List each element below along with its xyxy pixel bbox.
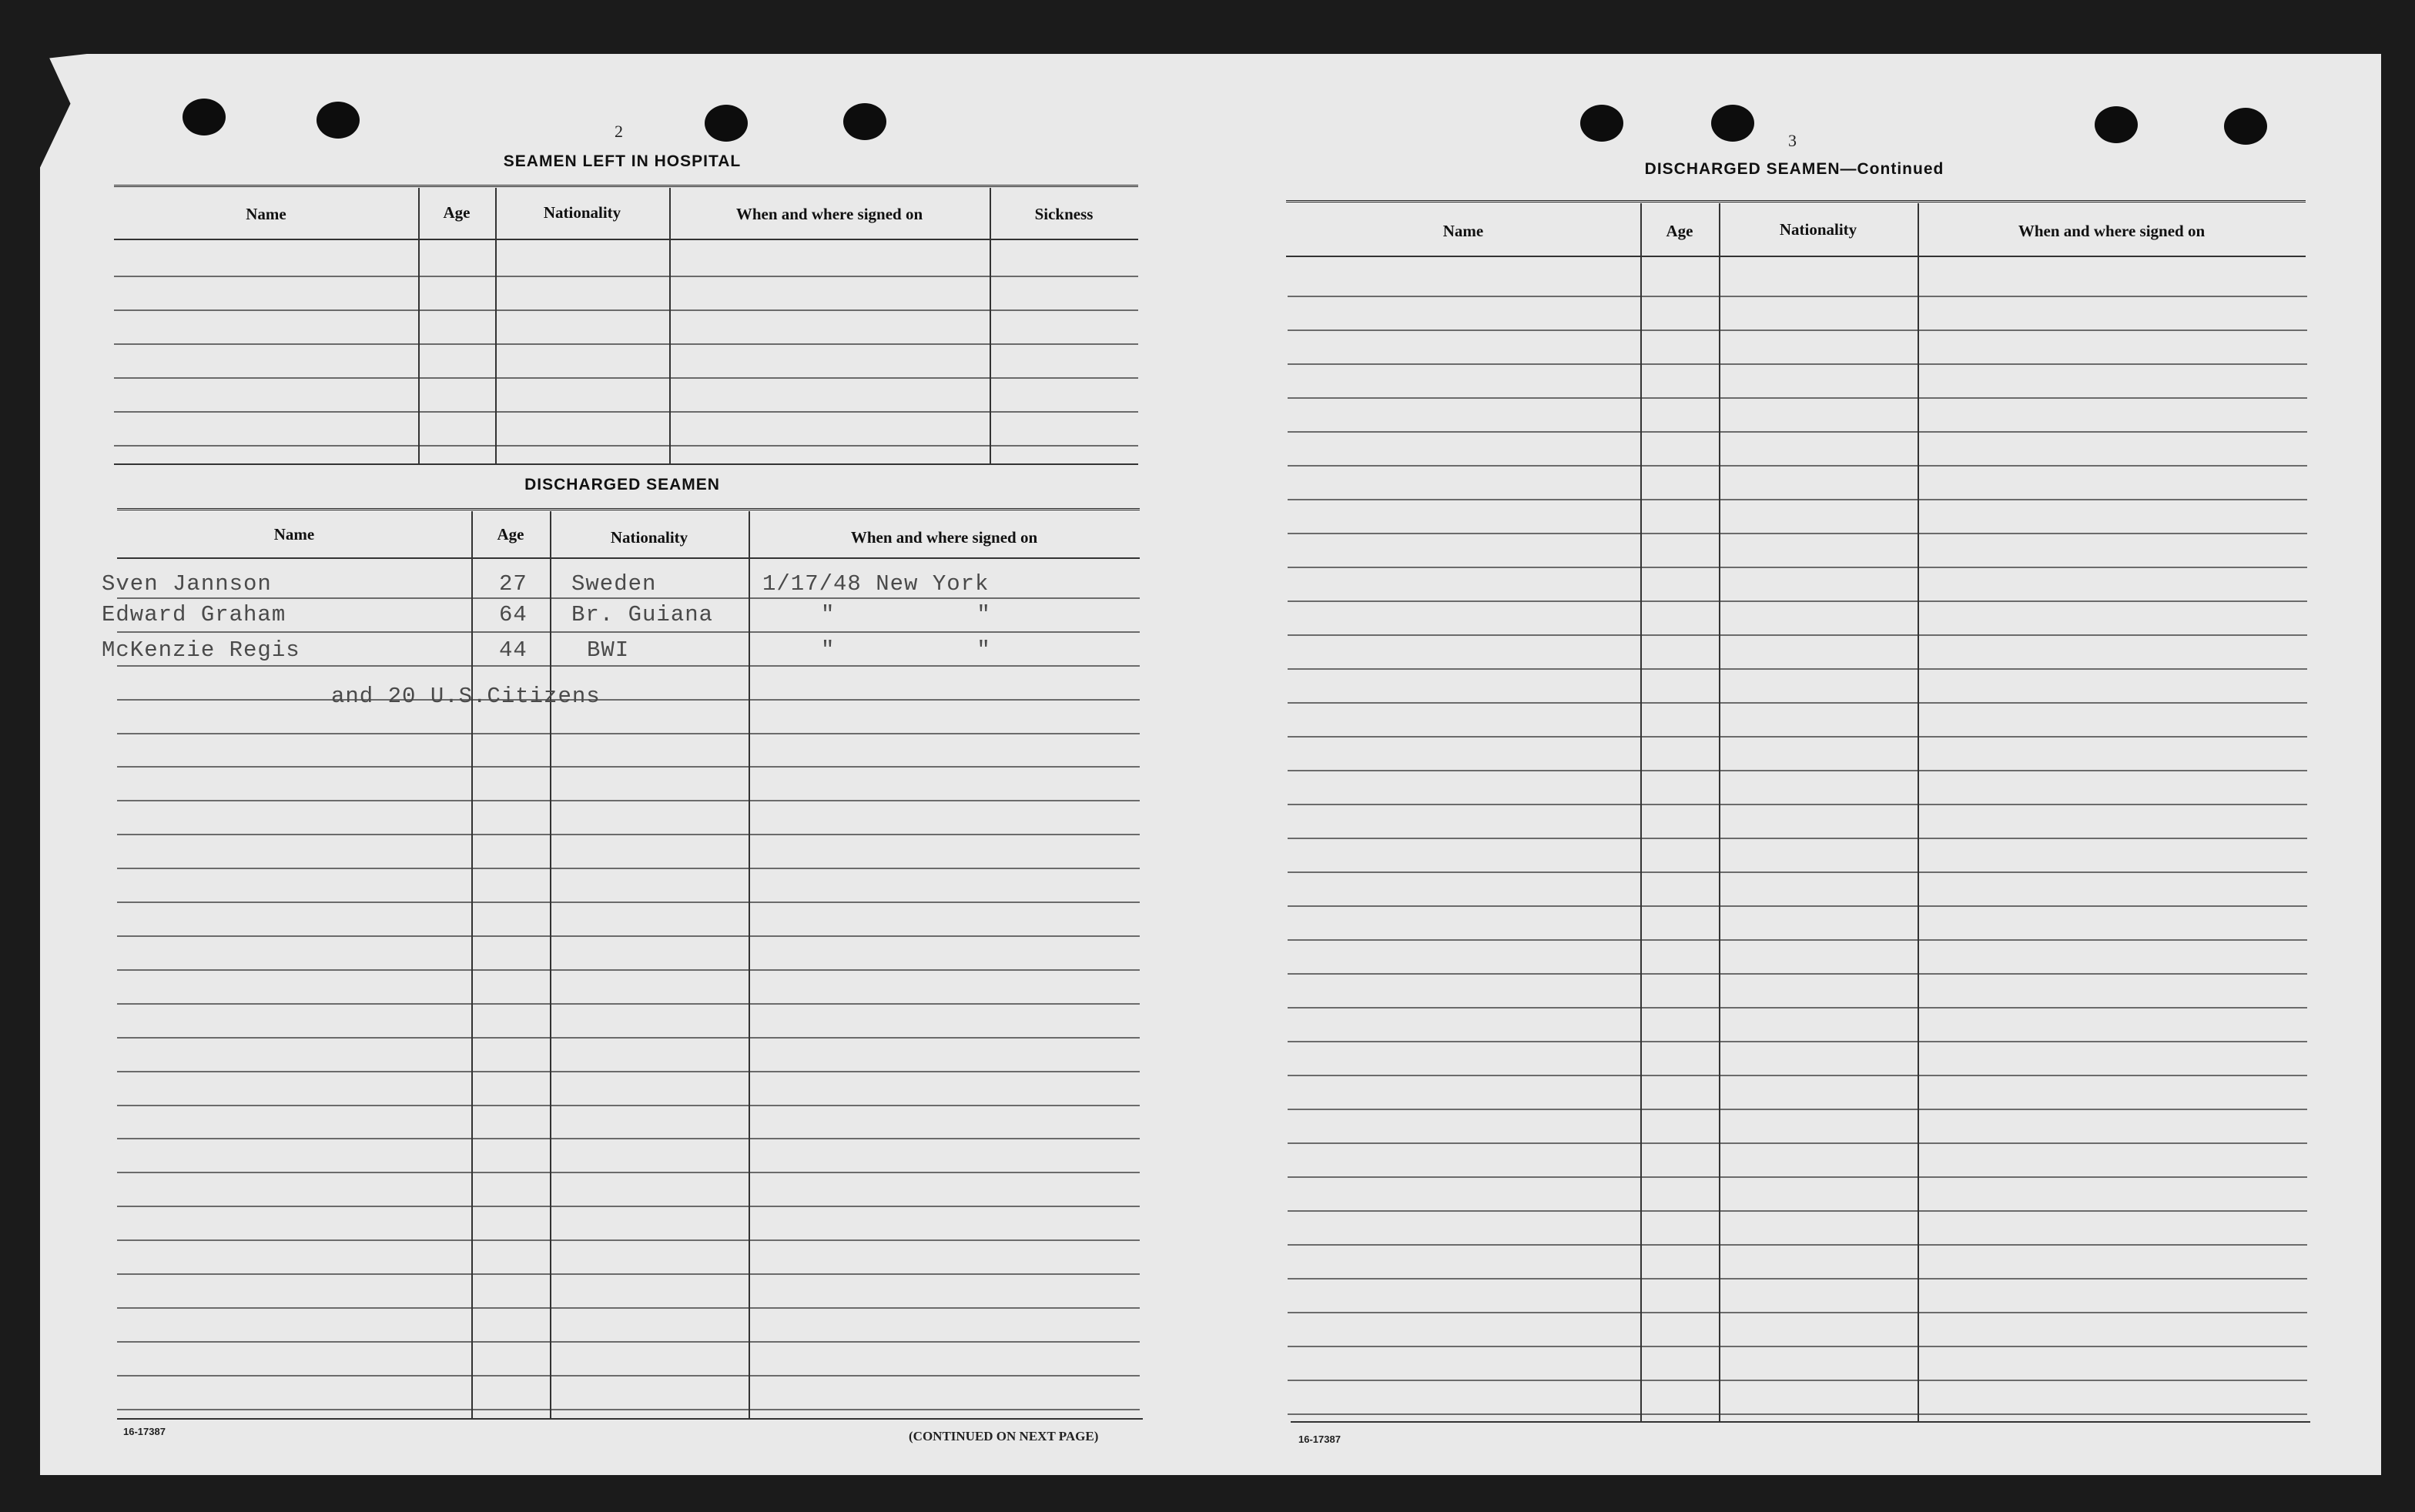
seaman-name: Sven Jannson xyxy=(102,571,272,597)
row-rule xyxy=(1288,1346,2307,1347)
row-rule xyxy=(117,1239,1140,1241)
punch-hole xyxy=(183,99,226,135)
header-rule xyxy=(117,557,1140,559)
table-bottom-rule xyxy=(1291,1421,2310,1423)
column-header-name: Name xyxy=(1442,222,1484,240)
row-rule xyxy=(117,1037,1140,1039)
row-rule xyxy=(114,309,1138,311)
table-bottom-rule xyxy=(117,1418,1143,1420)
continued-note: (CONTINUED ON NEXT PAGE) xyxy=(909,1429,1099,1443)
punch-hole xyxy=(1580,105,1623,142)
row-rule xyxy=(117,1307,1140,1309)
column-divider xyxy=(1918,203,1919,1423)
citizens-note: and 20 U.S.Citizens xyxy=(331,684,601,709)
row-rule xyxy=(1288,567,2307,568)
column-header-age: Age xyxy=(497,525,524,544)
page-number: 3 xyxy=(1788,131,1797,150)
row-rule xyxy=(117,597,1140,599)
row-rule xyxy=(1288,634,2307,636)
seaman-name: Edward Graham xyxy=(102,602,286,627)
row-rule xyxy=(1288,1041,2307,1042)
row-rule xyxy=(117,1172,1140,1173)
table-top-rule xyxy=(117,508,1140,510)
row-rule xyxy=(117,902,1140,903)
row-rule xyxy=(1288,871,2307,873)
row-rule xyxy=(1288,770,2307,771)
row-rule xyxy=(1288,329,2307,331)
row-rule xyxy=(1288,1380,2307,1381)
row-rule xyxy=(117,699,1140,701)
form-number: 16-17387 xyxy=(123,1426,166,1437)
row-rule xyxy=(1288,1007,2307,1009)
row-rule xyxy=(1288,838,2307,839)
punch-hole xyxy=(1711,105,1754,142)
row-rule xyxy=(114,411,1138,413)
table-bottom-rule xyxy=(114,463,1138,465)
row-rule xyxy=(117,1273,1140,1275)
seaman-nationality: Sweden xyxy=(571,571,657,597)
row-rule xyxy=(1288,431,2307,433)
row-rule xyxy=(1288,702,2307,704)
seaman-nationality: Br. Guiana xyxy=(571,602,714,627)
row-rule xyxy=(117,766,1140,768)
column-divider xyxy=(495,188,497,463)
row-rule xyxy=(114,445,1138,447)
table-top-rule xyxy=(1286,200,2306,202)
hospital-section-title: SEAMEN LEFT IN HOSPITAL xyxy=(503,152,742,170)
seaman-nationality: BWI xyxy=(587,637,630,663)
column-header-nationality: Nationality xyxy=(543,203,621,222)
page-number: 2 xyxy=(615,122,623,141)
row-rule xyxy=(117,935,1140,937)
row-rule xyxy=(1288,1142,2307,1144)
row-rule xyxy=(117,834,1140,835)
row-rule xyxy=(117,631,1140,633)
row-rule xyxy=(1288,1278,2307,1280)
discharged-continued-title: DISCHARGED SEAMEN—Continued xyxy=(1644,160,1944,178)
row-rule xyxy=(117,733,1140,734)
row-rule xyxy=(117,1341,1140,1343)
row-rule xyxy=(1288,804,2307,805)
seaman-age: 44 xyxy=(499,637,528,663)
row-rule xyxy=(1288,296,2307,297)
row-rule xyxy=(117,800,1140,801)
seaman-name: McKenzie Regis xyxy=(102,637,300,663)
row-rule xyxy=(1288,1109,2307,1110)
row-rule xyxy=(1288,397,2307,399)
row-rule xyxy=(1288,905,2307,907)
row-rule xyxy=(1288,1413,2307,1415)
column-divider xyxy=(669,188,671,463)
row-rule xyxy=(1288,600,2307,602)
column-header-name: Name xyxy=(273,525,315,544)
row-rule xyxy=(117,1071,1140,1072)
row-rule xyxy=(117,969,1140,971)
punch-hole xyxy=(2224,108,2267,145)
row-rule xyxy=(117,1138,1140,1139)
column-header-signed-on: When and where signed on xyxy=(735,205,923,223)
column-divider xyxy=(550,511,551,1420)
row-rule xyxy=(117,1003,1140,1005)
row-rule xyxy=(117,1409,1140,1410)
discharged-section-title: DISCHARGED SEAMEN xyxy=(524,476,720,493)
column-divider xyxy=(418,188,420,463)
row-rule xyxy=(117,1105,1140,1106)
column-header-nationality: Nationality xyxy=(610,528,688,547)
row-rule xyxy=(117,1206,1140,1207)
header-rule xyxy=(114,239,1138,240)
column-header-age: Age xyxy=(1666,222,1693,240)
punch-hole xyxy=(2095,106,2138,143)
seaman-signed-on: " " xyxy=(821,637,991,663)
row-rule xyxy=(1288,1210,2307,1212)
table-top-rule xyxy=(114,185,1138,187)
row-rule xyxy=(1288,1312,2307,1313)
column-header-sickness: Sickness xyxy=(1034,205,1094,223)
seaman-age: 27 xyxy=(499,571,528,597)
row-rule xyxy=(1288,363,2307,365)
row-rule xyxy=(1288,465,2307,467)
row-rule xyxy=(114,276,1138,277)
row-rule xyxy=(1288,533,2307,534)
column-divider xyxy=(749,511,750,1420)
seaman-signed-on: 1/17/48 New York xyxy=(762,571,990,597)
row-rule xyxy=(117,665,1140,667)
row-rule xyxy=(114,377,1138,379)
column-divider xyxy=(990,188,991,463)
row-rule xyxy=(1288,939,2307,941)
row-rule xyxy=(1288,1176,2307,1178)
column-header-nationality: Nationality xyxy=(1779,220,1857,239)
column-header-signed-on: When and where signed on xyxy=(850,528,1038,547)
row-rule xyxy=(114,343,1138,345)
row-rule xyxy=(1288,668,2307,670)
punch-hole xyxy=(705,105,748,142)
row-rule xyxy=(1288,973,2307,975)
row-rule xyxy=(117,868,1140,869)
row-rule xyxy=(117,1375,1140,1377)
column-header-age: Age xyxy=(443,203,471,222)
column-divider xyxy=(1719,203,1720,1423)
document-sheet xyxy=(40,54,2381,1475)
row-rule xyxy=(1288,499,2307,500)
punch-hole xyxy=(317,102,360,139)
column-divider xyxy=(471,511,473,1420)
row-rule xyxy=(1288,1244,2307,1246)
column-header-signed-on: When and where signed on xyxy=(2018,222,2206,240)
seaman-age: 64 xyxy=(499,602,528,627)
row-rule xyxy=(1288,1075,2307,1076)
seaman-signed-on: " " xyxy=(821,602,991,627)
punch-hole xyxy=(843,103,886,140)
column-divider xyxy=(1640,203,1642,1423)
form-number: 16-17387 xyxy=(1298,1433,1341,1445)
row-rule xyxy=(1288,736,2307,738)
header-rule xyxy=(1286,256,2306,257)
column-header-name: Name xyxy=(246,205,286,223)
